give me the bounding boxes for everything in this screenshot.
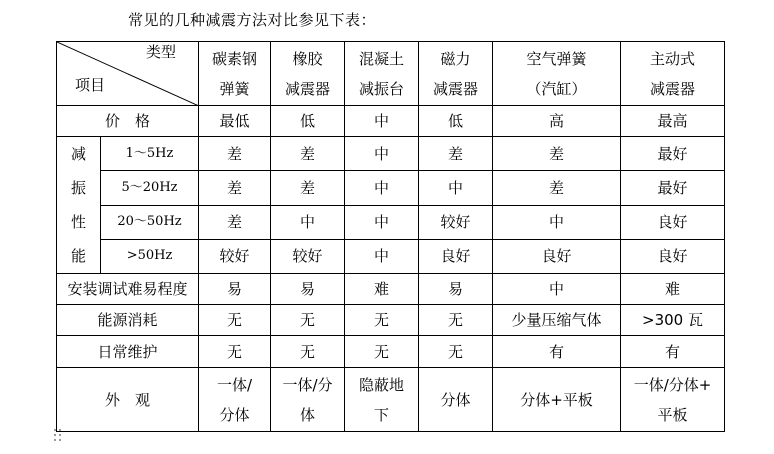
damping-row	[57, 137, 725, 171]
table-cell: 良好	[419, 239, 493, 273]
drag-handle-icon[interactable]	[54, 429, 62, 443]
energy-row	[57, 305, 725, 336]
table-cell: 无	[419, 305, 493, 336]
table-cell: 无	[345, 336, 419, 368]
column-header: 橡胶 减震器	[271, 42, 345, 106]
table-cell: 易	[271, 274, 345, 305]
table-cell: 难	[621, 274, 725, 305]
table-cell: 差	[271, 137, 345, 171]
maintenance-row	[57, 336, 725, 368]
column-header: 碳素钢 弹簧	[199, 42, 271, 106]
frequency-range: 5～20Hz	[101, 171, 199, 205]
table-cell: 良好	[493, 239, 621, 273]
table-cell: 中	[345, 171, 419, 205]
frequency-range: 1～5Hz	[101, 137, 199, 171]
table-cell: 良好	[621, 205, 725, 239]
appearance-row	[57, 368, 725, 432]
damping-label: 减 振 性 能	[57, 137, 101, 274]
damping-row	[57, 205, 725, 239]
table-cell: 无	[271, 336, 345, 368]
damping-row	[57, 239, 725, 273]
table-cell: 一体/分 体	[271, 368, 345, 432]
table-cell: 较好	[271, 239, 345, 273]
table-cell: 良好	[621, 239, 725, 273]
table-cell: 分体+平板	[493, 368, 621, 432]
table-cell: 差	[271, 171, 345, 205]
damping-row	[57, 171, 725, 205]
table-cell: 高	[493, 106, 621, 137]
table-cell: 一体/分体+ 平板	[621, 368, 725, 432]
corner-item-label: 项目	[75, 76, 106, 94]
table-cell: 易	[419, 274, 493, 305]
table-cell: 易	[199, 274, 271, 305]
table-cell: 分体	[419, 368, 493, 432]
frequency-range: >50Hz	[101, 239, 199, 273]
corner-type-label: 类型	[145, 43, 176, 61]
header-row	[57, 42, 725, 106]
table-cell: 中	[419, 171, 493, 205]
table-cell: 最好	[621, 171, 725, 205]
table-cell: 差	[419, 137, 493, 171]
table-cell: 隐蔽地 下	[345, 368, 419, 432]
table-cell: 无	[199, 336, 271, 368]
table-cell: 无	[271, 305, 345, 336]
table-cell: 差	[493, 171, 621, 205]
table-cell: 差	[493, 137, 621, 171]
table-cell: 一体/ 分体	[199, 368, 271, 432]
table-cell: 最好	[621, 137, 725, 171]
table-cell: 无	[199, 305, 271, 336]
corner-cell	[57, 42, 199, 106]
table-cell: 低	[419, 106, 493, 137]
table-cell: 无	[345, 305, 419, 336]
table-cell: 较好	[419, 205, 493, 239]
table-cell: 差	[199, 171, 271, 205]
frequency-range: 20～50Hz	[101, 205, 199, 239]
comparison-table	[56, 41, 725, 432]
table-cell: 差	[199, 137, 271, 171]
table-cell: 差	[199, 205, 271, 239]
diagonal-line	[57, 42, 199, 106]
column-header: 磁力 减震器	[419, 42, 493, 106]
table-cell: 低	[271, 106, 345, 137]
table-cell: 最高	[621, 106, 725, 137]
table-cell: 中	[493, 205, 621, 239]
table-cell: 中	[271, 205, 345, 239]
table-cell: 中	[345, 205, 419, 239]
table-cell: 无	[419, 336, 493, 368]
row-label: 日常维护	[57, 336, 199, 368]
table-cell: 中	[345, 239, 419, 273]
table-cell: 中	[345, 106, 419, 137]
table-cell: 中	[493, 274, 621, 305]
table-cell: 难	[345, 274, 419, 305]
table-cell: 中	[345, 137, 419, 171]
column-header: 混凝土 减振台	[345, 42, 419, 106]
table-cell: 少量压缩气体	[493, 305, 621, 336]
table-cell: 有	[493, 336, 621, 368]
install-row	[57, 274, 725, 305]
column-header: 主动式 减震器	[621, 42, 725, 106]
table-cell: 较好	[199, 239, 271, 273]
row-label: 价 格	[57, 106, 199, 137]
page-heading: 常见的几种减震方法对比参见下表：	[128, 11, 377, 29]
column-header: 空气弹簧 （汽缸）	[493, 42, 621, 106]
table-cell: 有	[621, 336, 725, 368]
table-cell: 最低	[199, 106, 271, 137]
row-label: 外 观	[57, 368, 199, 432]
row-label: 能源消耗	[57, 305, 199, 336]
price-row	[57, 106, 725, 137]
table-cell: >300 瓦	[621, 305, 725, 336]
row-label: 安装调试难易程度	[57, 274, 199, 305]
